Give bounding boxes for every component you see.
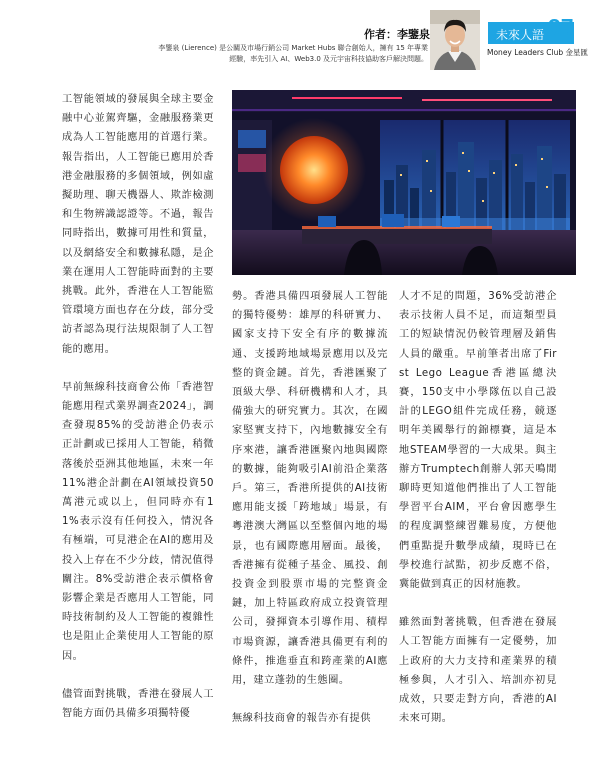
article-column-1 (62, 90, 214, 723)
paragraph: 勢。香港具備四項發展人工智能的獨特優勢：雄厚的科研實力、國家支持下安全有序的數據流通、支援跨地域場景應用以及完整的資金鏈。首先，香港匯聚了頂級大學、科研機構和人才，具備強大的研究實力。其次，在國家堅實支持下，內地數據安全有序來港，讓香港匯聚內地與國際的數據，能夠吸引AI前沿企業落戶。第三，香港所提供的AI技術應用能支援「跨地域」場景，有粵港澳大灣區以至整個內地的場景，也有國際應用層面。最後，香港擁有從種子基金、風投、創投資金到股票市場的完整資金鏈，加上特區政府成立投資管理公司，發揮資本引導作用、積桿市場資源，讓香港具備更有利的條件，推進垂直和跨產業的AI應用，建立蓬勃的生態圈。 (232, 291, 388, 687)
club-name: Money Leaders Club 金星匯 (487, 48, 588, 57)
article-column-3 (399, 287, 557, 728)
article-column-2 (232, 287, 388, 728)
futuristic-room-illustration (232, 90, 576, 275)
paragraph: 無線科技商會的報告亦有提供 (232, 713, 371, 725)
author-photo (430, 10, 480, 70)
paragraph: 早前無線科技商會公佈「香港智能應用程式業界調查2024」，調查發現85%的受訪港企仍表示正計劃或已採用人工智能，稍微落後於亞洲其他地區，未來一年11%港企計劃在AI領域投資50萬港元或以上，但同時亦有11%表示沒有任何投入，情況各有極端，可見港企在AI的應用及投入上存在不少分歧，情況值得關注。8%受訪港企表示價格會影響企業是否應用人工智能，同時技術制約及人工智能的複雜性也是阻止企業使用人工智能的原因。 (62, 381, 214, 662)
column-name: 未來人語 (496, 28, 545, 42)
paragraph: 雖然面對著挑戰，但香港在發展人工智能方面擁有一定優勢，加上政府的大力支持和產業界的積極參與，人才引入、培訓亦初見成效，只要走對方向，香港的AI未來可期。 (399, 617, 557, 725)
paragraph: 儘管面對挑戰，香港在發展人工智能方面仍具備多項獨特優 (62, 688, 214, 720)
author-byline: 作者：李鑒泉 (364, 28, 430, 41)
paragraph: 工智能領域的發展與全球主要金融中心並駕齊驅，金融服務業更成為人工智能應用的首選行業。報告指出，人工智能已應用於香港金融服務的多個領域，例如虛擬助理、聊天機器人、欺詐檢測和生物辨識認證等。不過，報告同時指出，數據可用性和質量，以及網絡安全和數據私隱，是企業在運用人工智能時面對的主要挑戰。此外，香港在人工智能監管環境方面也存在分歧，部分受訪者認為現行法規限制了人工智能的應用。 (62, 94, 214, 355)
author-bio: 李鑒泉 (Lierence) 是公關及市場行銷公司 Market Hubs 聯合創始人，擁有 15 年專業經驗，率先引入 AI、Web3.0 及元宇宙科技協助客戶解決問題。 (158, 44, 428, 63)
paragraph: 人才不足的問題，36%受訪港企表示技術人員不足，而這類型員工的短缺情況仍較管理層及銷售人員的嚴重。早前筆者出席了First Lego League香港區總決賽，150支中小學隊伍以自己設計的LEGO組件完成任務，競逐明年美國舉行的錦標賽，這是本地STEAM學習的一大成果。與主辦方Trumptech創辦人郭天鳴閒聊時更知道他們推出了人工智能學習平台AIM，平台會因應學生的程度調整練習難易度，方便他們重點提升數學成績，現時已在學校進行試點，初步反應不俗，冀能做到真正的因材施教。 (399, 291, 557, 591)
page-number: 37 (548, 14, 574, 40)
